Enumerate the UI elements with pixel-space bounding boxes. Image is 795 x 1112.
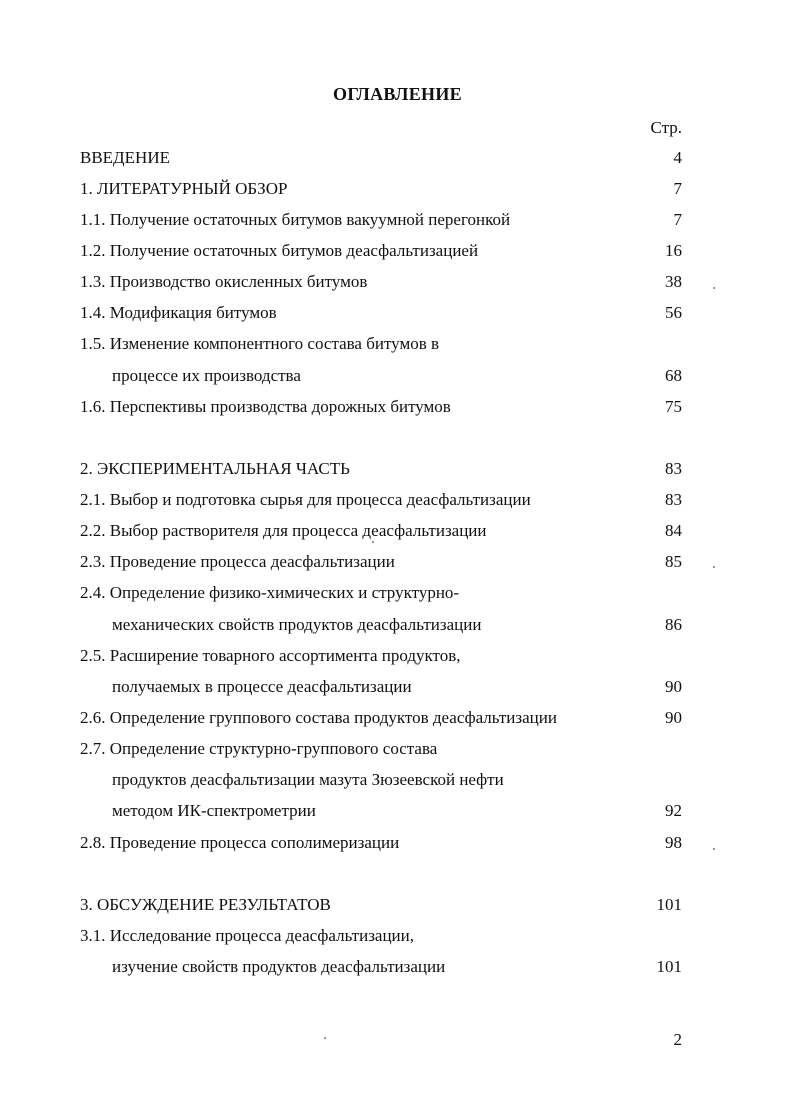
toc-entry[interactable]: [80, 519, 682, 543]
toc-entry-label: 1.3. Производство окисленных битумов: [80, 272, 368, 291]
toc-entry[interactable]: [80, 457, 682, 481]
toc-entry-page: 86: [665, 615, 682, 634]
scan-speck: [713, 287, 715, 289]
toc-entry-page: 84: [665, 521, 682, 540]
toc-entry[interactable]: [80, 706, 682, 730]
page-number: 2: [673, 1030, 682, 1049]
toc-entry-label: 1.1. Получение остаточных битумов вакуумной перегонкой: [80, 210, 511, 229]
toc-entry-label: 3. ОБСУЖДЕНИЕ РЕЗУЛЬТАТОВ: [80, 895, 331, 914]
toc-entry-label: продуктов деасфальтизации мазута Зюзеевской нефти: [112, 770, 504, 789]
toc-entry-continuation[interactable]: [80, 768, 682, 792]
toc-entry[interactable]: [80, 177, 682, 201]
toc-entry-page: 7: [673, 210, 682, 229]
toc-entry[interactable]: [80, 332, 682, 356]
toc-entry[interactable]: [80, 581, 682, 605]
toc-entry-label: 1.6. Перспективы производства дорожных битумов: [80, 397, 451, 416]
toc-entry[interactable]: [80, 737, 682, 761]
toc-entry-page: 85: [665, 552, 682, 571]
toc-entry[interactable]: [80, 644, 682, 668]
toc-entry-page: 101: [656, 957, 682, 976]
toc-entry-label: 2.4. Определение физико-химических и структурно-: [80, 583, 460, 602]
toc-entry-page: 16: [665, 241, 682, 260]
toc-entry-label: 2.3. Проведение процесса деасфальтизации: [80, 552, 395, 571]
toc-entry-page: 92: [665, 801, 682, 820]
page-column-header: Стр.: [650, 118, 682, 137]
toc-entry[interactable]: [80, 239, 682, 263]
toc-entry[interactable]: [80, 146, 682, 170]
toc-entry-page: 90: [665, 708, 682, 727]
scan-speck: [713, 848, 715, 850]
toc-entry-continuation[interactable]: [80, 799, 682, 823]
toc-entry-label: процессе их производства: [112, 366, 301, 385]
toc-entry[interactable]: [80, 488, 682, 512]
toc-entry-label: получаемых в процессе деасфальтизации: [112, 677, 412, 696]
toc-entry[interactable]: [80, 550, 682, 574]
toc-entry-label: 2.2. Выбор растворителя для процесса деасфальтизации: [80, 521, 487, 540]
toc-entry-label: 1.2. Получение остаточных битумов деасфальтизацией: [80, 241, 479, 260]
toc-entry[interactable]: [80, 301, 682, 325]
toc-entry-page: 38: [665, 272, 682, 291]
toc-entry-label: 1.4. Модификация битумов: [80, 303, 277, 322]
toc-entry-page: 98: [665, 833, 682, 852]
toc-entry-page: 83: [665, 459, 682, 478]
toc-entry-page: 56: [665, 303, 682, 322]
toc-entry-continuation[interactable]: [80, 675, 682, 699]
toc-entry-page: 68: [665, 366, 682, 385]
toc-entry-page: 90: [665, 677, 682, 696]
toc-entry-label: 3.1. Исследование процесса деасфальтизации,: [80, 926, 414, 945]
toc-entry-label: изучение свойств продуктов деасфальтизации: [112, 957, 446, 976]
toc-entry-label: методом ИК-спектрометрии: [112, 801, 316, 820]
toc-entry[interactable]: [80, 395, 682, 419]
toc-entry-label: 1.5. Изменение компонентного состава битумов в: [80, 334, 440, 353]
scan-speck: [713, 566, 715, 568]
toc-entry[interactable]: [80, 270, 682, 294]
toc-entry-label: 2.8. Проведение процесса сополимеризации: [80, 833, 400, 852]
toc-entry-page: 83: [665, 490, 682, 509]
scan-speck: [372, 541, 374, 543]
toc-entry-label: 2.6. Определение группового состава продуктов деасфальтизации: [80, 708, 557, 727]
toc-entry-continuation[interactable]: [80, 955, 682, 979]
toc-entry-page: 7: [673, 179, 682, 198]
toc-entry-label: ВВЕДЕНИЕ: [80, 148, 170, 167]
toc-entry-continuation[interactable]: [80, 364, 682, 388]
toc-entry-label: 2.5. Расширение товарного ассортимента продуктов,: [80, 646, 461, 665]
toc-entry-page: 4: [673, 148, 682, 167]
toc-entry-page: 75: [665, 397, 682, 416]
toc-title: ОГЛАВЛЕНИЕ: [333, 84, 462, 104]
toc-entry-label: 1. ЛИТЕРАТУРНЫЙ ОБЗОР: [80, 179, 288, 198]
toc-entry-continuation[interactable]: [80, 613, 682, 637]
toc-entry-page: 101: [656, 895, 682, 914]
toc-entry-label: 2.7. Определение структурно-группового состава: [80, 739, 438, 758]
toc-entry-label: механических свойств продуктов деасфальтизации: [112, 615, 482, 634]
toc-entry-label: 2.1. Выбор и подготовка сырья для процесса деасфальтизации: [80, 490, 531, 509]
toc-entry[interactable]: [80, 831, 682, 855]
scan-speck: [324, 1037, 326, 1039]
toc-entry[interactable]: [80, 893, 682, 917]
toc-entry[interactable]: [80, 924, 682, 948]
toc-entry-label: 2. ЭКСПЕРИМЕНТАЛЬНАЯ ЧАСТЬ: [80, 459, 350, 478]
toc-entry[interactable]: [80, 208, 682, 232]
